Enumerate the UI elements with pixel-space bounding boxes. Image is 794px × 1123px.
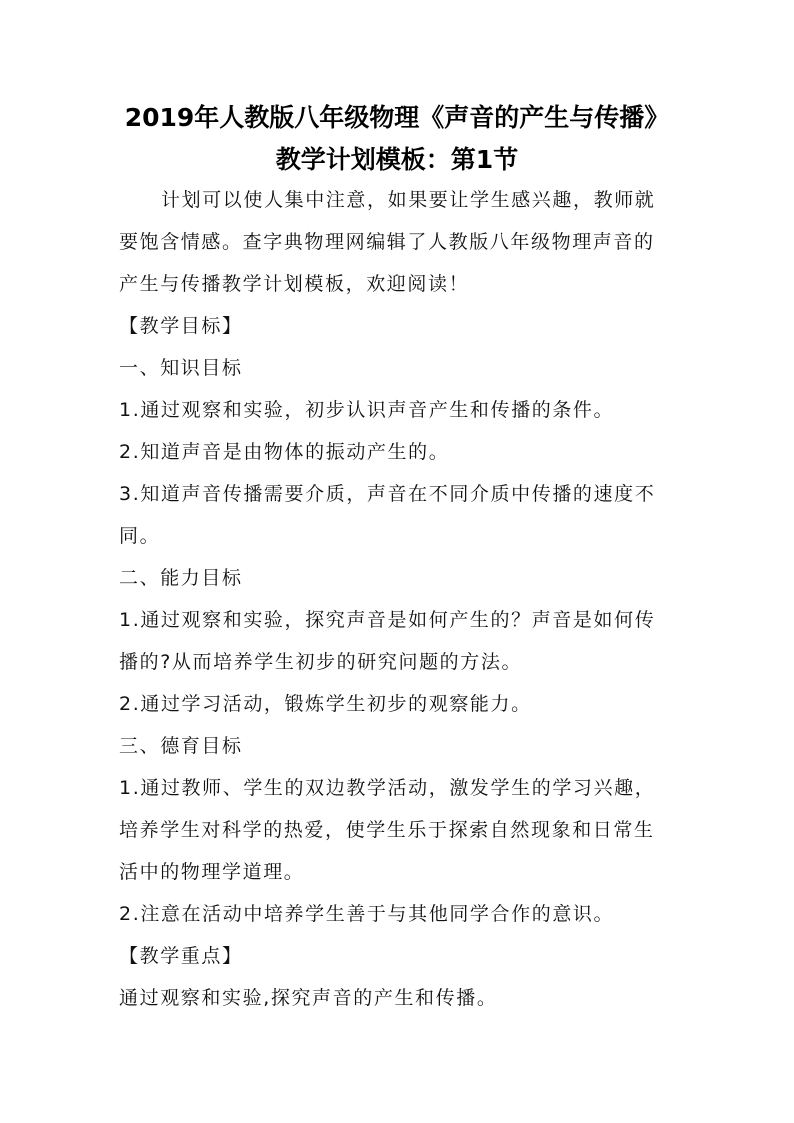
list-item: 1.通过观察和实验，探究声音是如何产生的？声音是如何传 xyxy=(119,609,656,631)
list-item: 2.知道声音是由物体的振动产生的。 xyxy=(119,441,450,463)
list-item-continuation: 培养学生对科学的热爱，使学生乐于探索自然现象和日常生 xyxy=(119,819,655,841)
list-item-continuation: 活中的物理学道理。 xyxy=(119,861,305,883)
list-item: 1.通过观察和实验，初步认识声音产生和传播的条件。 xyxy=(119,399,615,421)
intro-paragraph-line: 产生与传播教学计划模板，欢迎阅读！ xyxy=(119,273,470,295)
section-heading-teaching-focus: 【教学重点】 xyxy=(119,945,243,967)
list-item: 2.注意在活动中培养学生善于与其他同学合作的意识。 xyxy=(119,903,615,925)
document-title-line-2: 教学计划模板：第1节 xyxy=(275,145,519,174)
teaching-focus-text: 通过观察和实验,探究声音的产生和传播。 xyxy=(119,987,498,1009)
subheading-knowledge-goals: 一、知识目标 xyxy=(119,357,243,379)
list-item: 2.通过学习活动，锻炼学生初步的观察能力。 xyxy=(119,693,532,715)
intro-paragraph-line: 要饱含情感。查字典物理网编辑了人教版八年级物理声音的 xyxy=(119,231,655,253)
list-item: 3.知道声音传播需要介质，声音在不同介质中传播的速度不 xyxy=(119,483,656,505)
list-item: 1.通过教师、学生的双边教学活动，激发学生的学习兴趣， xyxy=(119,777,656,799)
list-item-continuation: 同。 xyxy=(119,525,161,547)
subheading-ability-goals: 二、能力目标 xyxy=(119,567,243,589)
list-item-continuation: 播的?从而培养学生初步的研究问题的方法。 xyxy=(119,651,523,673)
subheading-moral-goals: 三、德育目标 xyxy=(119,735,243,757)
document-title-line-1: 2019年人教版八年级物理《声音的产生与传播》 xyxy=(124,103,670,132)
intro-paragraph-line: 计划可以使人集中注意，如果要让学生感兴趣，教师就 xyxy=(161,189,656,211)
section-heading-teaching-goals: 【教学目标】 xyxy=(119,315,243,337)
